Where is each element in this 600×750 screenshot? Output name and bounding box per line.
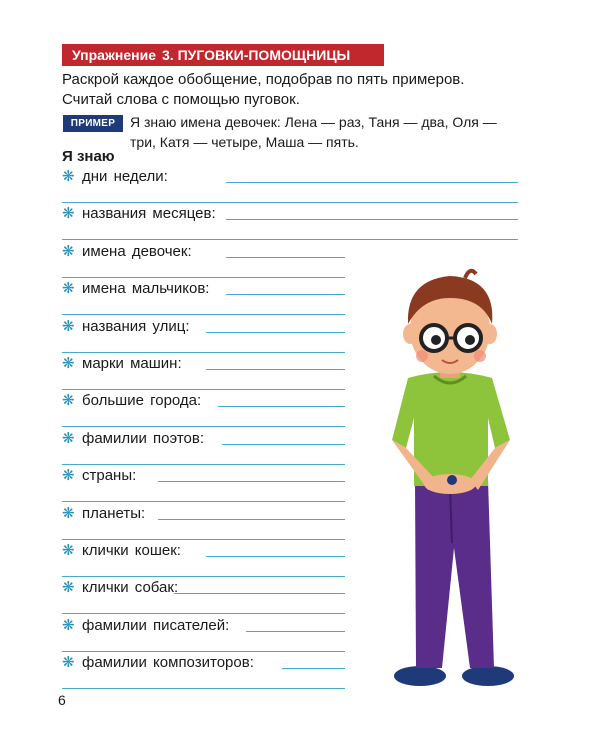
answer-line[interactable] <box>174 593 345 594</box>
exercise-number: 3. <box>162 47 174 63</box>
snowflake-icon: ❋ <box>62 430 75 447</box>
answer-line[interactable] <box>62 464 345 465</box>
answer-row <box>62 542 345 579</box>
answer-label: страны: <box>82 467 137 484</box>
snowflake-icon: ❋ <box>62 617 75 634</box>
right-shoe <box>462 666 514 686</box>
answer-row <box>62 467 345 504</box>
answer-line[interactable] <box>226 294 345 295</box>
answer-row <box>62 430 345 467</box>
answer-line[interactable] <box>206 556 345 557</box>
answer-row <box>62 355 345 392</box>
answer-line[interactable] <box>226 182 518 183</box>
answer-label: названия месяцев: <box>82 205 216 222</box>
answer-line[interactable] <box>206 332 345 333</box>
trousers <box>415 480 494 668</box>
snowflake-icon: ❋ <box>62 318 75 335</box>
answer-row <box>62 243 345 280</box>
left-shoe <box>394 666 446 686</box>
answer-row <box>62 617 345 654</box>
snowflake-icon: ❋ <box>62 654 75 671</box>
exercise-title: ПУГОВКИ-ПОМОЩНИЦЫ <box>177 47 351 63</box>
answer-row <box>62 654 345 691</box>
answer-line[interactable] <box>62 501 345 502</box>
example-tag: ПРИМЕР <box>63 115 123 132</box>
answer-line[interactable] <box>62 389 345 390</box>
instructions <box>62 70 532 110</box>
answer-label: планеты: <box>82 505 146 522</box>
answer-line[interactable] <box>222 444 345 445</box>
answer-line[interactable] <box>62 277 345 278</box>
page-number: 6 <box>58 692 66 708</box>
answer-label: дни недели: <box>82 168 168 185</box>
answer-label: названия улиц: <box>82 318 190 335</box>
answer-line[interactable] <box>62 576 345 577</box>
snowflake-icon: ❋ <box>62 467 75 484</box>
instruction-line: Считай слова с помощью пуговок. <box>62 91 300 108</box>
answer-line[interactable] <box>246 631 345 632</box>
answer-line[interactable] <box>226 219 518 220</box>
answer-row <box>62 318 345 355</box>
answer-line[interactable] <box>282 668 345 669</box>
answer-line[interactable] <box>218 406 345 407</box>
example-line: три, Катя — четыре, Маша — пять. <box>130 134 359 150</box>
example-text <box>130 112 522 152</box>
answer-label: клички собак: <box>82 579 179 596</box>
answer-row <box>62 280 345 317</box>
answer-line[interactable] <box>62 688 345 689</box>
snowflake-icon: ❋ <box>62 168 75 185</box>
snowflake-icon: ❋ <box>62 542 75 559</box>
answer-row <box>62 168 518 205</box>
answer-line[interactable] <box>226 257 345 258</box>
answer-line[interactable] <box>62 539 345 540</box>
snowflake-icon: ❋ <box>62 205 75 222</box>
button-in-hands <box>447 475 457 485</box>
snowflake-icon: ❋ <box>62 392 75 409</box>
answer-line[interactable] <box>62 613 345 614</box>
answer-label: имена девочек: <box>82 243 192 260</box>
answer-row <box>62 579 345 616</box>
exercise-label: Упражнение <box>72 47 156 63</box>
snowflake-icon: ❋ <box>62 355 75 372</box>
answer-line[interactable] <box>158 519 345 520</box>
answer-line[interactable] <box>62 426 345 427</box>
snowflake-icon: ❋ <box>62 505 75 522</box>
answer-line[interactable] <box>62 202 518 203</box>
answer-label: имена мальчиков: <box>82 280 210 297</box>
answer-label: клички кошек: <box>82 542 181 559</box>
answer-label: марки машин: <box>82 355 182 372</box>
answer-row <box>62 205 518 242</box>
snowflake-icon: ❋ <box>62 579 75 596</box>
example-line: Я знаю имена девочек: Лена — раз, Таня — два, Оля — <box>130 114 497 130</box>
answer-line[interactable] <box>62 314 345 315</box>
exercise-title-bar <box>62 44 384 66</box>
answer-line[interactable] <box>206 369 345 370</box>
answer-line[interactable] <box>158 481 345 482</box>
answer-label: фамилии композиторов: <box>82 654 254 671</box>
answer-label: фамилии писателей: <box>82 617 230 634</box>
snowflake-icon: ❋ <box>62 243 75 260</box>
answer-line[interactable] <box>62 352 345 353</box>
answer-label: большие города: <box>82 392 202 409</box>
shirt <box>392 372 510 486</box>
answer-row <box>62 392 345 429</box>
snowflake-icon: ❋ <box>62 280 75 297</box>
i-know-heading: Я знаю <box>62 148 115 165</box>
answer-label: фамилии поэтов: <box>82 430 205 447</box>
boy-with-glasses-illustration <box>370 258 530 698</box>
instruction-line: Раскрой каждое обобщение, подобрав по пять примеров. <box>62 71 465 88</box>
answer-row <box>62 505 345 542</box>
answer-line[interactable] <box>62 651 345 652</box>
answer-line[interactable] <box>62 239 518 240</box>
